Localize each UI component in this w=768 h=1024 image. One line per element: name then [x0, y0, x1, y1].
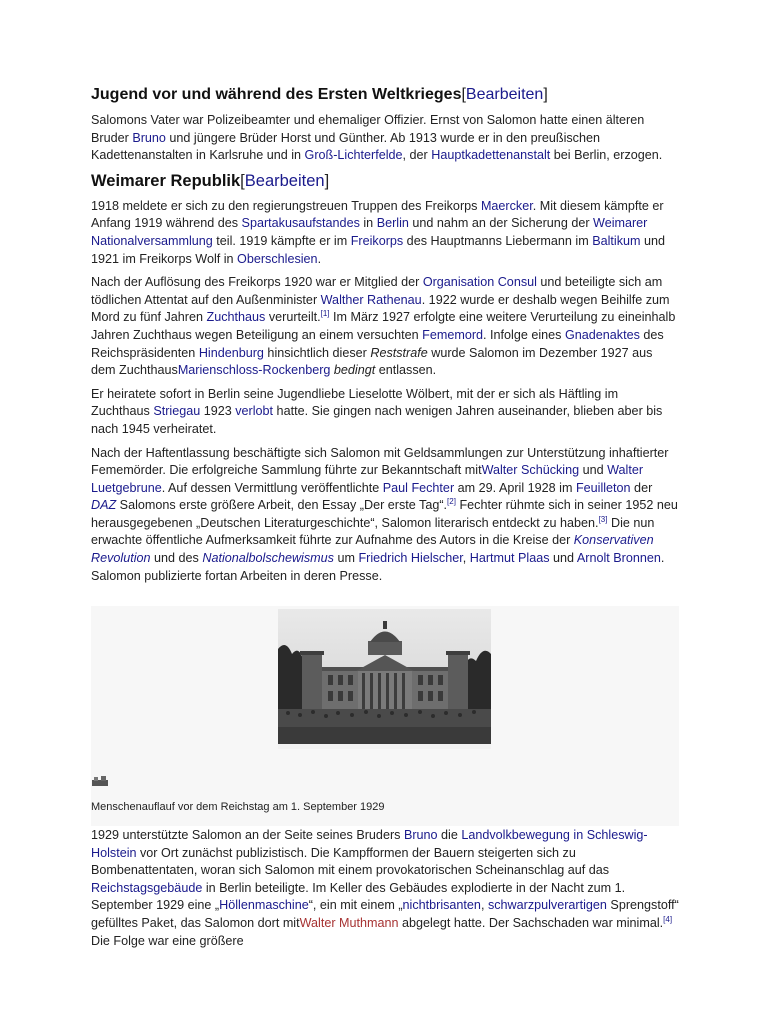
- article-body: [91, 84, 679, 585]
- link-maercker[interactable]: Maercker: [480, 198, 533, 213]
- reichstag-photo-drawing: [278, 609, 491, 749]
- paragraph-weimar-3: Er heiratete sofort in Berlin seine Jugendliebe Lieselotte Wölbert, mit der er sich als Häftling im Zuchthaus Striegau 1923 verlobt hatte. Sie gingen nach wenigen Jahren auseinander, blieben aber bis nach 1945 verheiratet.: [91, 386, 663, 436]
- link-walter-luetgebrune[interactable]: Walter Luetgebrune: [91, 463, 644, 495]
- link-walter-schuecking[interactable]: Walter Schücking: [481, 463, 580, 478]
- link-fememord[interactable]: Fememord: [422, 327, 484, 342]
- link-landvolkbewegung[interactable]: Landvolkbewegung in Schleswig-Holstein: [91, 828, 648, 860]
- link-hauptkadettenanstalt[interactable]: Hauptkadettenanstalt: [431, 148, 551, 163]
- link-hartmut-plaas[interactable]: Hartmut Plaas: [469, 551, 550, 566]
- section-title: Weimarer Republik: [91, 171, 241, 190]
- link-verlobt[interactable]: verlobt: [235, 404, 274, 419]
- link-schwarzpulver[interactable]: schwarzpulverartigen: [487, 898, 607, 913]
- figure-caption: Menschenauflauf vor dem Reichstag am 1. September 1929: [91, 801, 385, 813]
- link-nichtbrisant[interactable]: nichtbrisanten: [402, 898, 481, 913]
- reference-4[interactable]: [4]: [663, 914, 673, 924]
- link-konservative-revolution[interactable]: Konservativen Revolution: [91, 533, 654, 566]
- link-berlin[interactable]: Berlin: [376, 216, 409, 231]
- reference-2[interactable]: [2]: [447, 497, 456, 507]
- link-arnolt-bronnen[interactable]: Arnolt Bronnen: [576, 551, 661, 566]
- reference-3[interactable]: [3]: [598, 514, 608, 524]
- link-spartakusaufstand[interactable]: Spartakusaufstandes: [241, 216, 360, 231]
- paragraph-weimar-2: Nach der Auflösung des Freikorps 1920 war er Mitglied der Organisation Consul und beteiligte sich am tödlichen Attentat auf den Außenminister Walther Rathenau. 1922 wurde er deshalb wegen Beihilfe zum Mord zu fünf Jahren Zuchthaus verurteilt.[1] Im März 1927 erfolgte eine weitere Verurteilung zu eineinhalb Jahren Zuchthaus wegen Beteiligung an einem versuchten Fememord. Infolge eines Gnadenaktes des Reichspräsidenten Hindenburg hinsichtlich dieser Reststrafe wurde Salomon im Dezember 1927 aus dem ZuchthausMarienschloss-Rockenberg bedingt entlassen.: [91, 275, 676, 378]
- reichstag-photo[interactable]: [278, 609, 491, 749]
- edit-link-weimar[interactable]: Bearbeiten: [244, 171, 325, 190]
- link-gross-lichterfelde[interactable]: Groß-Lichterfelde: [304, 148, 403, 163]
- edit-bracket: [Bearbeiten]: [461, 86, 548, 103]
- link-marienschloss-rockenberg[interactable]: Marienschloss-Rockenberg: [177, 363, 331, 378]
- edit-link-jugend[interactable]: Bearbeiten: [465, 86, 544, 103]
- edit-bracket: [Bearbeiten]: [240, 171, 330, 190]
- section-heading-weimar: [91, 170, 679, 192]
- paragraph-weimar-1: 1918 meldete er sich zu den regierungstreuen Truppen des Freikorps Maercker. Mit diesem kämpfte er Anfang 1919 während des Spartakusaufstandes in Berlin und nahm an der Sicherung der Weimarer Nationalversammlung teil. 1919 kämpfte er im Freikorps des Hauptmanns Liebermann im Baltikum und 1921 im Freikorps Wolf in Oberschlesien.: [91, 198, 666, 266]
- link-oberschlesien[interactable]: Oberschlesien: [237, 251, 318, 266]
- paragraph-jugend: Salomons Vater war Polizeibeamter und ehemaliger Offizier. Ernst von Salomon hatte einen älteren Bruder Bruno und jüngere Brüder Horst und Günther. Ab 1913 wurde er in den preußischen Kadettenanstalten in Karlsruhe und in Groß-Lichterfelde, der Hauptkadettenanstalt bei Berlin, erzogen.: [91, 113, 663, 163]
- link-paul-fechter[interactable]: Paul Fechter: [382, 480, 455, 495]
- section-title: Jugend vor und während des Ersten Weltkrieges: [91, 86, 462, 103]
- link-daz[interactable]: DAZ: [91, 498, 117, 513]
- section-heading-jugend: [91, 84, 679, 106]
- link-baltikum[interactable]: Baltikum: [592, 233, 641, 248]
- enlarge-icon[interactable]: [92, 773, 108, 783]
- link-hoellenmaschine[interactable]: Höllenmaschine: [219, 898, 309, 913]
- figure-reichstag: [91, 606, 679, 826]
- paragraph-weimar-4: Nach der Haftentlassung beschäftigte sich Salomon mit Geldsammlungen zur Unterstützung inhaftierter Fememörder. Die erfolgreiche Sammlung führte zur Bekanntschaft mitWalter Schücking und Walter Luetgebrune. Auf dessen Vermittlung veröffentlichte Paul Fechter am 29. April 1928 im Feuilleton der DAZ Salomons erste größere Arbeit, den Essay „Der erste Tag“.[2] Fechter rühmte sich in seiner 1952 neu herausgegebenen „Deutschen Literaturgeschichte“, Salomon literarisch entdeckt zu haben.[3] Die nun erwachte öffentliche Aufmerksamkeit führte zur Aufnahme des Autors in die Kreise der Konservativen Revolution und des Nationalbolschewismus um Friedrich Hielscher, Hartmut Plaas und Arnolt Bronnen. Salomon publizierte fortan Arbeiten in deren Presse.: [91, 445, 678, 583]
- paragraph-weimar-5: 1929 unterstützte Salomon an der Seite seines Bruders Bruno die Landvolkbewegung in Schleswig-Holstein vor Ort zunächst publizistisch. Die Kampfformen der Bauern steigerten sich zu Bombenattentaten, woran sich Salomon mit einem provokatorischen Scheinanschlag auf das Reichstagsgebäude in Berlin beteiligte. Im Keller des Gebäudes explodierte in der Nacht zum 1. September 1929 eine „Höllenmaschine“, ein mit einem „nichtbrisanten, schwarzpulverartigen Sprengstoff“ gefülltes Paket, das Salomon dort mitWalter Muthmann abgelegt hatte. Der Sachschaden war minimal.[4] Die Folge war eine größere: [91, 828, 679, 948]
- link-reichstagsgebaeude[interactable]: Reichstagsgebäude: [91, 880, 203, 895]
- link-bruno[interactable]: Bruno: [132, 130, 166, 145]
- link-freikorps[interactable]: Freikorps: [350, 233, 404, 248]
- link-walther-rathenau[interactable]: Walther Rathenau: [320, 292, 422, 307]
- article-body-continued: [91, 827, 679, 950]
- link-hindenburg[interactable]: Hindenburg: [198, 345, 264, 360]
- link-gnadenakt[interactable]: Gnadenaktes: [564, 327, 640, 342]
- italic-bedingt: bedingt: [333, 363, 376, 378]
- link-zuchthaus[interactable]: Zuchthaus: [206, 310, 266, 325]
- reference-1[interactable]: [1]: [320, 309, 330, 319]
- italic-reststrafe: Reststrafe: [370, 345, 428, 360]
- link-bruno-2[interactable]: Bruno: [403, 828, 438, 842]
- link-feuilleton[interactable]: Feuilleton: [575, 480, 631, 495]
- link-walter-muthmann[interactable]: Walter Muthmann: [299, 915, 399, 930]
- link-friedrich-hielscher[interactable]: Friedrich Hielscher: [358, 551, 463, 566]
- link-striegau[interactable]: Striegau: [153, 404, 201, 419]
- link-weimarer-nationalversammlung[interactable]: Weimarer Nationalversammlung: [91, 216, 648, 248]
- link-organisation-consul[interactable]: Organisation Consul: [422, 275, 537, 290]
- link-nationalbolschewismus[interactable]: Nationalbolschewismus: [202, 551, 334, 566]
